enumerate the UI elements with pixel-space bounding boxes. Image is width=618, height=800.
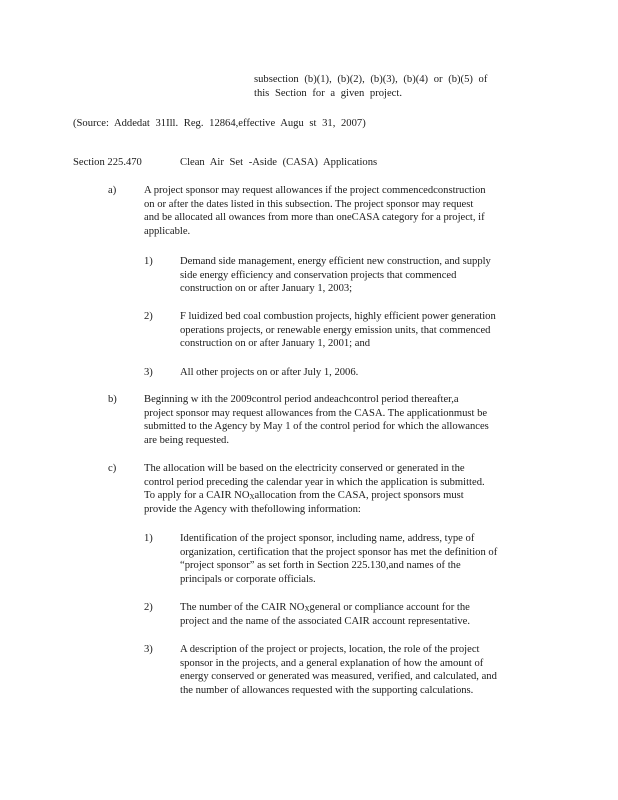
item-a1-label: 1)	[144, 256, 153, 267]
text-line: A description of the project or projects, location, the role of the project	[180, 644, 480, 655]
text-segment: The number of the CAIR NO	[180, 602, 305, 613]
item-c2-label: 2)	[144, 602, 153, 613]
nox-subscript: X	[249, 493, 255, 502]
text-line: Beginning w ith the 2009control period andeachcontrol period thereafter,a	[144, 394, 459, 405]
continuation-text	[254, 73, 487, 100]
item-c1-text	[180, 532, 545, 586]
text-line: organization, certification that the project sponsor has met the definition of	[180, 546, 498, 558]
text-line: applicable.	[144, 225, 191, 237]
text-line	[180, 601, 545, 615]
subsection-b-label: b)	[108, 394, 117, 405]
source-note: (Source: Addedat 31Ill. Reg. 12864,effective Augu st 31, 2007)	[73, 118, 366, 129]
text-line: are being requested.	[144, 434, 230, 446]
subsection-c-text	[144, 462, 539, 516]
nox-subscript: X	[304, 605, 310, 613]
item-a1-text	[180, 255, 540, 296]
section-title: Clean Air Set -Aside (CASA) Applications	[180, 157, 378, 168]
text-segment: To apply for a CAIR NO	[144, 490, 250, 502]
text-line: energy conserved or generated was measured, verified, and calculated, and	[180, 671, 497, 683]
text-line	[144, 489, 539, 503]
text-line: project sponsor may request allowances from the CASA. The applicationmust be	[144, 407, 488, 419]
text-line: and be allocated all owances from more than oneCASA category for a project, if	[144, 212, 485, 224]
text-line: sponsor in the projects, and a general explanation of how the amount of	[180, 657, 484, 669]
text-line: provide the Agency with thefollowing information:	[144, 503, 361, 515]
text-line: All other projects on or after July 1, 2006.	[180, 367, 359, 378]
subsection-b-text	[144, 393, 539, 447]
text-line: The allocation will be based on the electricity conserved or generated in the	[144, 463, 465, 474]
text-line: submitted to the Agency by May 1 of the control period for which the allowances	[144, 421, 489, 433]
text-line: the number of allowances requested with the supporting calculations.	[180, 684, 474, 696]
text-line: construction on or after January 1, 2001; and	[180, 338, 371, 350]
text-line: this Section for a given project.	[254, 87, 402, 99]
section-number: Section 225.470	[73, 157, 142, 168]
text-line: project and the name of the associated CAIR account representative.	[180, 615, 471, 627]
text-line: side energy efficiency and conservation projects that commenced	[180, 269, 457, 281]
subsection-a-label: a)	[108, 185, 117, 196]
text-segment: allocation from the CASA, project sponsors must	[254, 490, 464, 502]
item-c3-text	[180, 643, 545, 697]
text-line: on or after the dates listed in this subsection. The project sponsor may request	[144, 198, 474, 210]
text-line: Identification of the project sponsor, including name, address, type of	[180, 533, 475, 544]
item-c3-label: 3)	[144, 644, 153, 655]
text-segment: general or compliance account for the	[309, 602, 470, 613]
text-line: operations projects, or renewable energy emission units, that commenced	[180, 324, 491, 336]
text-line: construction on or after January 1, 2003;	[180, 283, 353, 295]
text-line: Demand side management, energy efficient new construction, and supply	[180, 256, 491, 267]
text-line: “project sponsor” as set forth in Section 225.130,and names of the	[180, 560, 461, 572]
item-a2-label: 2)	[144, 311, 153, 322]
item-a2-text	[180, 310, 540, 351]
text-line: A project sponsor may request allowances if the project commencedconstruction	[144, 185, 486, 196]
subsection-a-text	[144, 184, 534, 238]
text-line: F luidized bed coal combustion projects, highly efficient power generation	[180, 311, 496, 322]
text-line: control period preceding the calendar year in which the application is submitted.	[144, 476, 485, 488]
item-c1-label: 1)	[144, 533, 153, 544]
item-a3-text	[180, 366, 540, 380]
subsection-c-label: c)	[108, 463, 117, 474]
text-line: principals or corporate officials.	[180, 573, 316, 585]
text-line: subsection (b)(1), (b)(2), (b)(3), (b)(4) or (b)(5) of	[254, 74, 488, 85]
item-a3-label: 3)	[144, 367, 153, 378]
item-c2-text	[180, 601, 545, 628]
